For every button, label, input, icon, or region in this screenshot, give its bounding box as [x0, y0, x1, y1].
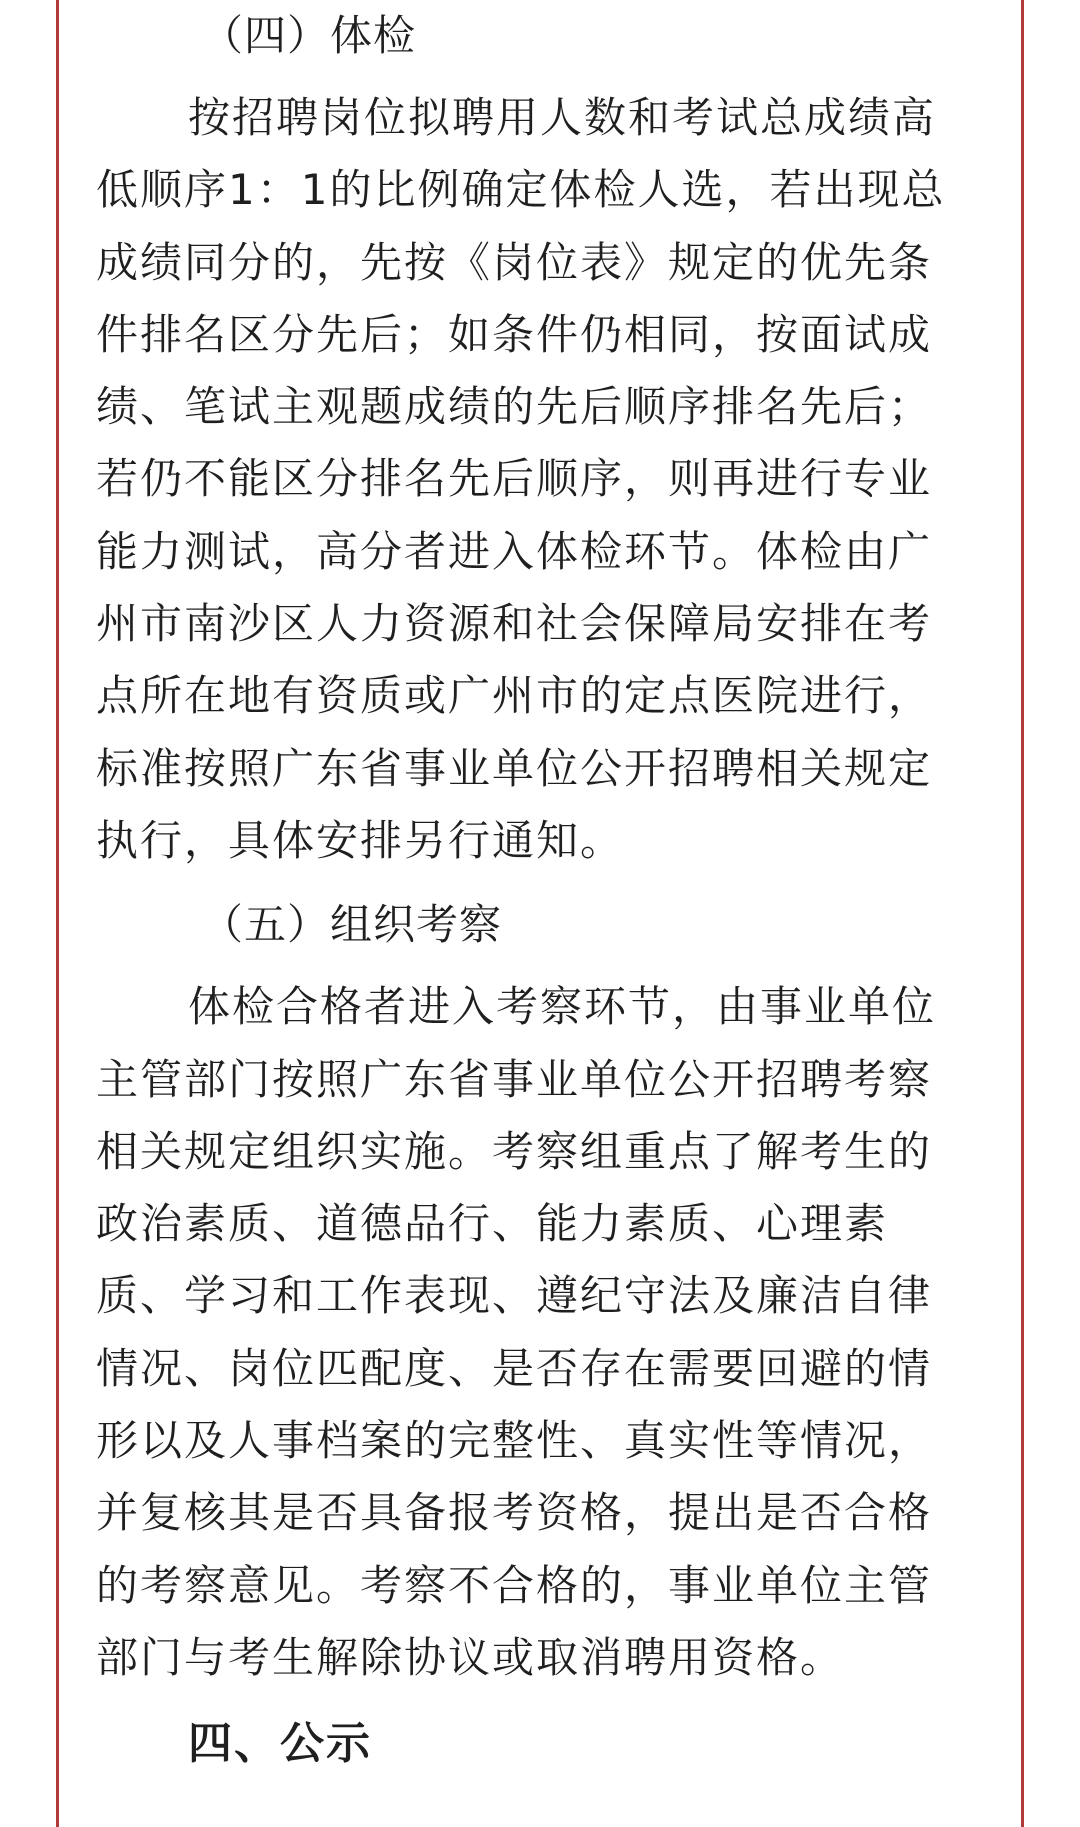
paragraph-line: 成绩同分的，先按《岗位表》规定的优先条 — [96, 237, 933, 287]
paragraph-line: 低顺序1：1的比例确定体检人选，若出现总 — [96, 165, 946, 215]
paragraph-line: 标准按照广东省事业单位公开招聘相关规定 — [96, 743, 933, 793]
section-5-title: （五）组织考察 — [201, 900, 503, 950]
section-5-paragraph — [96, 971, 984, 1694]
paragraph-line: 体检合格者进入考察环节，由事业单位 — [188, 982, 937, 1032]
section-4-title: （四）体检 — [201, 11, 417, 60]
paragraph-line: 执行，具体安排另行通知。 — [96, 815, 625, 865]
paragraph-line: 质、学习和工作表现、遵纪守法及廉洁自律 — [96, 1271, 933, 1321]
paragraph-line: 州市南沙区人力资源和社会保障局安排在考 — [96, 599, 933, 649]
paragraph-line: 部门与考生解除协议或取消聘用资格。 — [96, 1632, 845, 1682]
paragraph-line: 情况、岗位匹配度、是否存在需要回避的情 — [96, 1343, 933, 1393]
paragraph-line: 若仍不能区分排名先后顺序，则再进行专业 — [96, 454, 933, 504]
right-border-line — [1021, 0, 1024, 1827]
paragraph-line: 绩、笔试主观题成绩的先后顺序排名先后； — [96, 382, 933, 432]
paragraph-line: 按招聘岗位拟聘用人数和考试总成绩高 — [188, 93, 937, 142]
paragraph-line: 点所在地有资质或广州市的定点医院进行， — [96, 671, 933, 721]
paragraph-line: 形以及人事档案的完整性、真实性等情况， — [96, 1416, 933, 1466]
section-heading-publicity: 四、公示 — [188, 1718, 372, 1770]
paragraph-line: 件排名区分先后；如条件仍相同，按面试成 — [96, 309, 933, 359]
paragraph-line: 能力测试，高分者进入体检环节。体检由广 — [96, 526, 933, 576]
paragraph-line: 相关规定组织实施。考察组重点了解考生的 — [96, 1126, 933, 1176]
paragraph-line: 并复核其是否具备报考资格，提出是否合格 — [96, 1488, 933, 1538]
left-border-line — [56, 0, 59, 1827]
section-4-paragraph — [96, 82, 984, 877]
document-page — [96, 0, 984, 1782]
paragraph-line: 的考察意见。考察不合格的，事业单位主管 — [96, 1560, 933, 1610]
paragraph-line: 政治素质、道德品行、能力素质、心理素 — [96, 1199, 889, 1249]
paragraph-line: 主管部门按照广东省事业单位公开招聘考察 — [96, 1054, 933, 1104]
